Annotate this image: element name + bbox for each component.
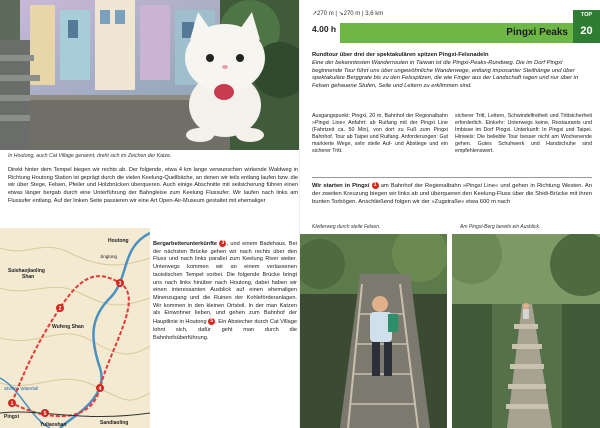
waypoint-1-badge: 1 xyxy=(372,182,379,189)
info-column-right: sicherer Tritt, Leitern, Schwindelfreiheit und Trittsicherheit erforderlich. Einkehr: Unterwegs keine, Restaurants und Imbisse im Dorf Pingxi. Unterkunft: In Pingxi und Taipei. Hinweis: Die beliebte Tour besser nicht am Wochenende gehen. Gutes Schuhwerk und Handschuhe sind empfehlenswert. xyxy=(455,113,592,155)
waypoint-3-badge: 3 xyxy=(219,240,226,247)
tour-duration: 4.00 h xyxy=(312,24,337,34)
svg-text:Suishaojiaoling: Suishaojiaoling xyxy=(8,268,45,274)
cat-village-photo xyxy=(0,0,300,150)
title-bar xyxy=(340,23,573,43)
tour-intro xyxy=(312,52,592,91)
svg-text:5: 5 xyxy=(43,411,47,417)
route-lead: Wir starten in Pingxi xyxy=(312,183,370,190)
svg-text:Jingtong: Jingtong xyxy=(100,254,118,259)
left-body-intro: Direkt hinter dem Tempel biegen wir rechts ab. Der folgende, etwa 4 km lange verwunschen wirkende Waldweg in Richtung Houtong Station ist geprägt durch die vielen Keelung-Quellbäche, an denen wir teils entlang laufen bzw. die wir über Stege, Felsen, Pfeiler und Holzbrücken überqueren. Auch einige Abschnitte mit seilsicherung führen einen etwas länger bergab durch eine Unterführung der Bahngleise zum Keelung Flussufer. Wir laufen nach links am Flussufer entlang. Auf der linken Seite passieren wir eine Art Open-Air-Museum gestaltet mit ehemaliger xyxy=(8,167,298,204)
svg-text:2: 2 xyxy=(58,306,62,312)
svg-text:3: 3 xyxy=(118,281,122,287)
info-column-left: Ausgangspunkt: Pingxi, 20 m, Bahnhof der Regionalbahn »Pingxi Line« Anfahrt: ab Ruifang mit der Pingxi Line (Fahrtzeit ca. 50 Min), von dort zu Fuß zum Pingxi Bahnhof. Tour ab Taipei und Ruifang. Anforderungen: Gut markierte Wege, sehr steile Auf- und Abstiege und ein sicherer Tritt. xyxy=(312,113,448,155)
intro-heading: Rundtour über drei der spektakulären spitzen Pingxi-Felsnadeln xyxy=(312,52,489,58)
left-body-text: , und einem Badehaus. Bei der nächsten Brücke gehen wir nach rechts über den Fluss und nach links parallel zum Keelung River weiter. Unterwegs kommen wir an einem verlassenen taoistischen Tempel vorbei. Die folgende Brücke bringt uns nach links hinüber nach Houtong, dabei haben wir einen interessanten Ausblick auf einen ehemaligen Minenzugang und die Ruinen der Kohleförderanlagen. Wir kommen in den kleinen Ortsteil. In der man Katzen als Einwohner lieben, und gehen zum Bahnhof der Hauptlinie in Houtong xyxy=(153,240,297,326)
left-body-text-2: . Ein Abstecher durch Cat Village lohnt sich, dafür geht man durch die Bahnhofsüberführung. xyxy=(153,319,297,341)
trail-photo-caption: Am Pingxi-Berg bereits ein Ausblick. xyxy=(460,224,541,230)
ladder-photo-caption: Kletterweg durch steile Felsen. xyxy=(312,224,381,230)
top-tab-label: TOP xyxy=(580,12,593,18)
waypoint-5-badge: 5 xyxy=(208,318,215,325)
divider xyxy=(312,177,592,178)
ladder-climb-photo xyxy=(300,234,447,428)
route-map xyxy=(0,228,150,428)
tour-title: Pingxi Peaks xyxy=(506,27,568,38)
svg-text:4: 4 xyxy=(98,386,102,392)
svg-text:Sandiaoling: Sandiaoling xyxy=(100,420,129,426)
tour-stats: ↗270 m | ↘270 m | 3,6 km xyxy=(312,11,384,17)
forest-steps-illustration xyxy=(452,234,600,428)
svg-text:Yuliaoshan: Yuliaoshan xyxy=(40,422,67,428)
right-page xyxy=(300,0,600,428)
svg-text:Wufeng Shan: Wufeng Shan xyxy=(52,324,84,330)
top-tab xyxy=(573,10,600,43)
hiker-ladder-illustration xyxy=(300,234,447,428)
top-tab-number: 20 xyxy=(580,25,593,37)
photo-caption: In Houtong, auch Cat Village genannt, dreht sich im Zeichen der Katze. xyxy=(8,153,172,159)
intro-text: Eine der bekanntesten Wanderrouten in Taiwan ist die Pingxi-Peaks-Rundweg. Die im Dorf Pingxi beginnende Tour führt uns über ungewöhnliche Wanderwege, entlang imposanter Steilhänge und über spektakuläre Berggrate bis zu den Felsspitzen, die wie Finger aus der Landschaft ragen und nur über in Felsen gehauene Stufen, Seile und Leitern zu erklimmen sind. xyxy=(312,59,579,90)
left-body-lead: Bergarbeiterunterkünfte xyxy=(153,240,218,247)
route-description xyxy=(312,182,592,207)
topographic-map xyxy=(0,228,150,428)
svg-text:Shihfen Waterfall: Shihfen Waterfall xyxy=(4,386,39,391)
svg-text:Houtong: Houtong xyxy=(108,238,129,244)
svg-text:1: 1 xyxy=(10,401,14,407)
svg-text:Pingxi: Pingxi xyxy=(4,414,20,420)
route-text: am Bahnhof der Regionalbahn »Pingxi Line« und gehen in Richtung Westen. An der zweiten Kreuzung biegen wir links ab und überqueren den Keelung-Fluss über die Shidi-Brücke mit ihren bunten Torbögen. Anschließend folgen wir der »Zugstraße« etwa 600 m nach xyxy=(312,183,592,205)
cat-statue-illustration xyxy=(0,0,300,150)
left-body-column xyxy=(153,240,297,342)
info-columns xyxy=(312,113,592,173)
forest-trail-photo xyxy=(452,234,600,428)
svg-text:Shan: Shan xyxy=(22,274,35,280)
